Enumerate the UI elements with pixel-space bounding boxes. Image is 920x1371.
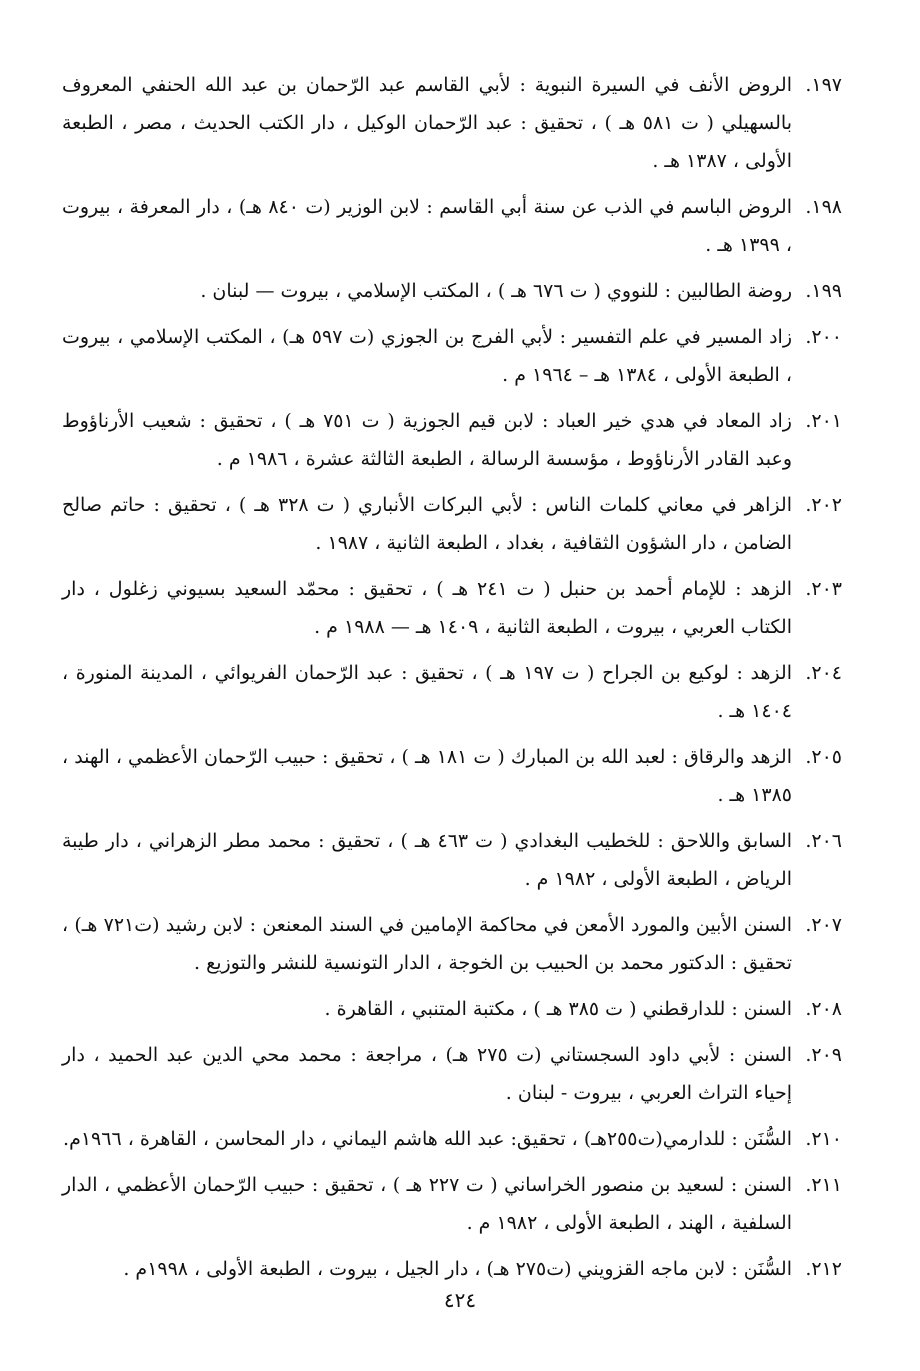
- entry-number: ٢٠٢.: [805, 494, 842, 516]
- entry-number: ١٩٩.: [805, 280, 842, 302]
- page-number: ٤٢٤: [443, 1288, 477, 1312]
- bibliography-entry: [62, 654, 842, 730]
- bibliography-entry: [62, 272, 842, 310]
- entry-number: ٢٠٠.: [805, 326, 842, 348]
- entry-number: ١٩٨.: [805, 196, 842, 218]
- entry-text: السُّنَن : لابن ماجه القزويني (ت٢٧٥ هـ) ، دار الجيل ، بيروت ، الطبعة الأولى ، ١٩٩٨م .: [123, 1258, 792, 1280]
- entry-number: ٢٠٦.: [805, 830, 842, 852]
- bibliography-entry: [62, 906, 842, 982]
- entry-text: الزهد والرقاق : لعبد الله بن المبارك ( ت ١٨١ هـ ) ، تحقيق : حبيب الرّحمان الأعظمي ، الهند ، ١٣٨٥ هـ .: [62, 746, 792, 806]
- entry-number: ٢١٢.: [805, 1258, 842, 1280]
- bibliography-entry: [62, 570, 842, 646]
- bibliography-entry: [62, 1036, 842, 1112]
- bibliography-entry: [62, 738, 842, 814]
- entry-text: الروض الأنف في السيرة النبوية : لأبي القاسم عبد الرّحمان بن عبد الله الحنفي المعروف بالسهيلي ( ت ٥٨١ هـ ) ، تحقيق : عبد الرّحمان الوكيل ، دار الكتب الحديث ، مصر ، الطبعة الأولى ، ١٣٨٧ هـ .: [62, 74, 792, 172]
- entry-text: السنن : لسعيد بن منصور الخراساني ( ت ٢٢٧ هـ ) ، تحقيق : حبيب الرّحمان الأعظمي ، الدار السلفية ، الهند ، الطبعة الأولى ، ١٩٨٢ م .: [62, 1174, 792, 1234]
- bibliography-entry: [62, 66, 842, 180]
- entry-number: ١٩٧.: [805, 74, 842, 96]
- entry-number: ٢٠٨.: [805, 998, 842, 1020]
- entry-text: الروض الباسم في الذب عن سنة أبي القاسم : لابن الوزير (ت ٨٤٠ هـ) ، دار المعرفة ، بيروت ، ١٣٩٩ هـ .: [62, 196, 793, 256]
- entry-text: السابق واللاحق : للخطيب البغدادي ( ت ٤٦٣ هـ ) ، تحقيق : محمد مطر الزهراني ، دار طيبة الرياض ، الطبعة الأولى ، ١٩٨٢ م .: [62, 830, 792, 890]
- entry-text: الزهد : لوكيع بن الجراح ( ت ١٩٧ هـ ) ، تحقيق : عبد الرّحمان الفريوائي ، المدينة المنورة ، ١٤٠٤ هـ .: [62, 662, 792, 722]
- bibliography-list: [62, 66, 842, 1296]
- entry-text: السنن : لأبي داود السجستاني (ت ٢٧٥ هـ) ، مراجعة : محمد محي الدين عبد الحميد ، دار إحياء التراث العربي ، بيروت - لبنان .: [62, 1044, 792, 1104]
- entry-number: ٢٠٣.: [805, 578, 842, 600]
- entry-number: ٢٠١.: [805, 410, 842, 432]
- entry-text: السنن الأبين والمورد الأمعن في محاكمة الإمامين في السند المعنعن : لابن رشيد (ت٧٢١ هـ) ، تحقيق : الدكتور محمد بن الحبيب بن الخوجة ، الدار التونسية للنشر والتوزيع .: [62, 914, 792, 974]
- entry-number: ٢٠٤.: [805, 662, 842, 684]
- entry-text: الزهد : للإمام أحمد بن حنبل ( ت ٢٤١ هـ ) ، تحقيق : محمّد السعيد بسيوني زغلول ، دار الكتاب العربي ، بيروت ، الطبعة الثانية ، ١٤٠٩ هـ — ١٩٨٨ م .: [62, 578, 792, 638]
- entry-text: السنن : للدارقطني ( ت ٣٨٥ هـ ) ، مكتبة المتنبي ، القاهرة .: [324, 998, 792, 1020]
- entry-text: روضة الطالبين : للنووي ( ت ٦٧٦ هـ ) ، المكتب الإسلامي ، بيروت — لبنان .: [200, 280, 792, 302]
- bibliography-entry: [62, 822, 842, 898]
- bibliography-entry: [62, 188, 842, 264]
- entry-number: ٢٠٧.: [805, 914, 842, 936]
- entry-number: ٢٠٥.: [805, 746, 842, 768]
- entry-text: الزاهر في معاني كلمات الناس : لأبي البركات الأنباري ( ت ٣٢٨ هـ ) ، تحقيق : حاتم صالح الضامن ، دار الشؤون الثقافية ، بغداد ، الطبعة الثانية ، ١٩٨٧ .: [62, 494, 792, 554]
- bibliography-entry: [62, 402, 842, 478]
- entry-text: زاد المسير في علم التفسير : لأبي الفرج بن الجوزي (ت ٥٩٧ هـ) ، المكتب الإسلامي ، بيروت ، الطبعة الأولى ، ١٣٨٤ هـ – ١٩٦٤ م .: [62, 326, 792, 386]
- bibliography-entry: [62, 486, 842, 562]
- entry-text: زاد المعاد في هدي خير العباد : لابن قيم الجوزية ( ت ٧٥١ هـ ) ، تحقيق : شعيب الأرناؤوط وعبد القادر الأرناؤوط ، مؤسسة الرسالة ، الطبعة الثالثة عشرة ، ١٩٨٦ م .: [62, 410, 792, 470]
- bibliography-entry: [62, 1166, 842, 1242]
- entry-number: ٢١٠.: [805, 1128, 842, 1150]
- bibliography-entry: [62, 1120, 842, 1158]
- entry-number: ٢١١.: [805, 1174, 842, 1196]
- entry-text: السُّنَن : للدارمي(ت٢٥٥هـ) ، تحقيق: عبد الله هاشم اليماني ، دار المحاسن ، القاهرة ، ١٩٦٦م.: [63, 1128, 792, 1150]
- entry-number: ٢٠٩.: [805, 1044, 842, 1066]
- bibliography-entry: [62, 318, 842, 394]
- bibliography-entry: [62, 1250, 842, 1288]
- bibliography-entry: [62, 990, 842, 1028]
